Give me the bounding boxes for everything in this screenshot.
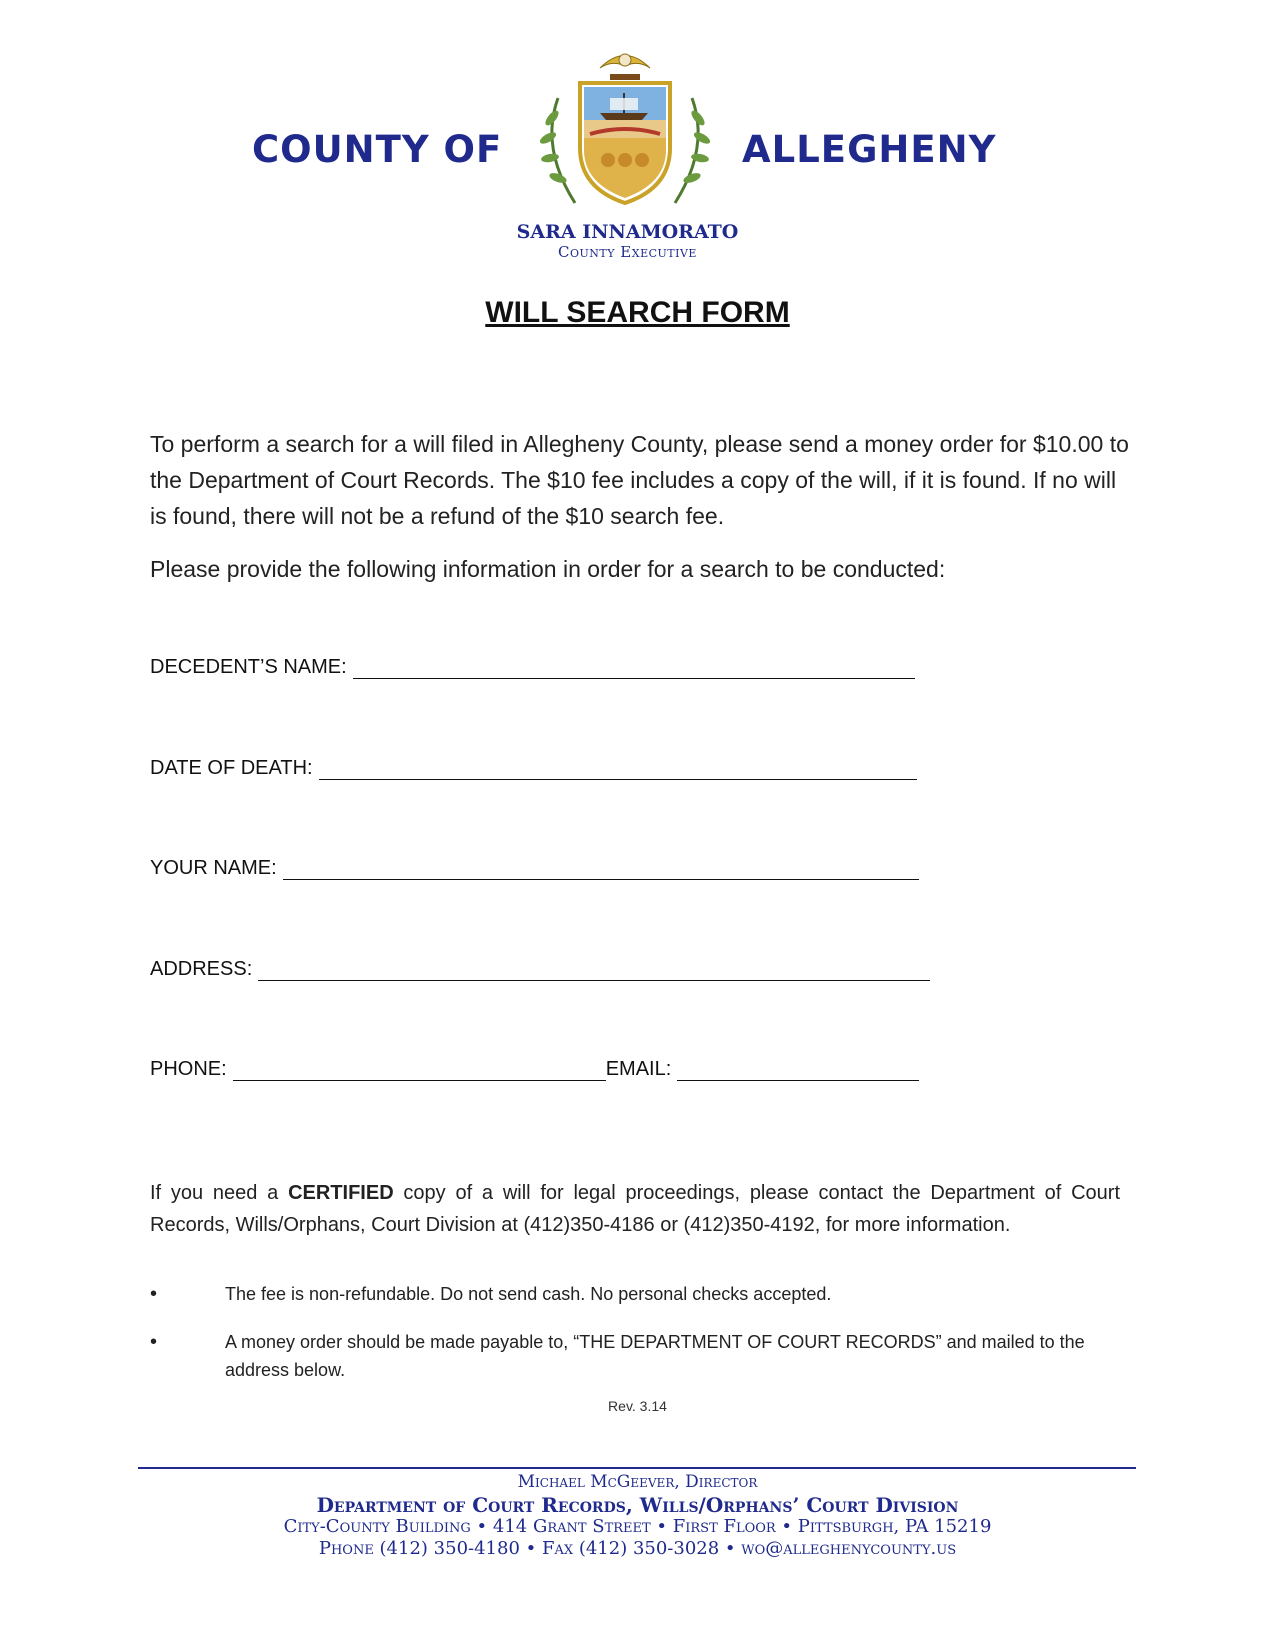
header-allegheny: ALLEGHENY (742, 128, 997, 171)
instructions-text: Please provide the following information in order for a search to be conducted: (150, 556, 946, 582)
footer-address: City-County Building • 414 Grant Street • First Floor • Pittsburgh, PA 15219 (283, 1516, 992, 1537)
bullet-icon: • (150, 1331, 158, 1353)
certified-copy-paragraph (150, 1177, 1120, 1241)
page-title: WILL SEARCH FORM (485, 296, 790, 329)
revision-label: Rev. 3.14 (608, 1398, 667, 1414)
bullet-icon: • (150, 1283, 158, 1305)
phone-email-row[interactable] (150, 1058, 919, 1081)
email-label: EMAIL: (605, 1058, 672, 1080)
certified-pre: If you need a (150, 1182, 289, 1204)
address-line[interactable] (258, 958, 930, 981)
address-label: ADDRESS: (150, 958, 253, 980)
your-name-field[interactable] (150, 857, 919, 880)
county-seal-icon (530, 38, 720, 228)
decedent-name-field[interactable] (150, 656, 915, 679)
date-of-death-field[interactable] (150, 757, 917, 780)
intro-paragraph: To perform a search for a will filed in Allegheny County, please send a money order for $10.00 to the Department of Court Records. The $10 fee includes a copy of the will, if it is found. If no will is found, there will not be a refund of the $10 search fee. (150, 431, 1129, 529)
address-field[interactable] (150, 958, 930, 981)
phone-line[interactable] (233, 1058, 606, 1081)
footer-divider (138, 1467, 1136, 1469)
executive-title: County Executive (558, 243, 697, 261)
decedent-name-line[interactable] (353, 656, 915, 679)
email-line[interactable] (677, 1058, 919, 1081)
bullet-text: The fee is non-refundable. Do not send cash. No personal checks accepted. (225, 1284, 832, 1304)
your-name-label: YOUR NAME: (150, 857, 277, 879)
footer-department: Department of Court Records, Wills/Orphans’ Court Division (316, 1493, 959, 1517)
executive-name: SARA INNAMORATO (516, 221, 739, 243)
list-item (150, 1280, 1125, 1308)
date-of-death-line[interactable] (319, 757, 917, 780)
footer-contact: Phone (412) 350-4180 • Fax (412) 350-3028 • wo@alleghenycounty.us (318, 1538, 957, 1559)
footer-director: Michael McGeever, Director (517, 1472, 758, 1492)
header-county-of: COUNTY OF (252, 128, 503, 171)
date-of-death-label: DATE OF DEATH: (150, 757, 313, 779)
decedent-name-label: DECEDENT’S NAME: (150, 656, 347, 678)
certified-bold: CERTIFIED (288, 1182, 394, 1204)
phone-label: PHONE: (150, 1058, 227, 1080)
certified-post: copy of a will for legal proceedings, please contact the Department of Court Records, Wills/Orphans, Court Division at (412)350-4186 or (412)350-4192, for more information. (150, 1182, 1120, 1236)
your-name-line[interactable] (283, 857, 919, 880)
list-item (150, 1328, 1125, 1384)
bullet-text: A money order should be made payable to, “THE DEPARTMENT OF COURT RECORDS” and mailed to the address below. (225, 1332, 1085, 1380)
